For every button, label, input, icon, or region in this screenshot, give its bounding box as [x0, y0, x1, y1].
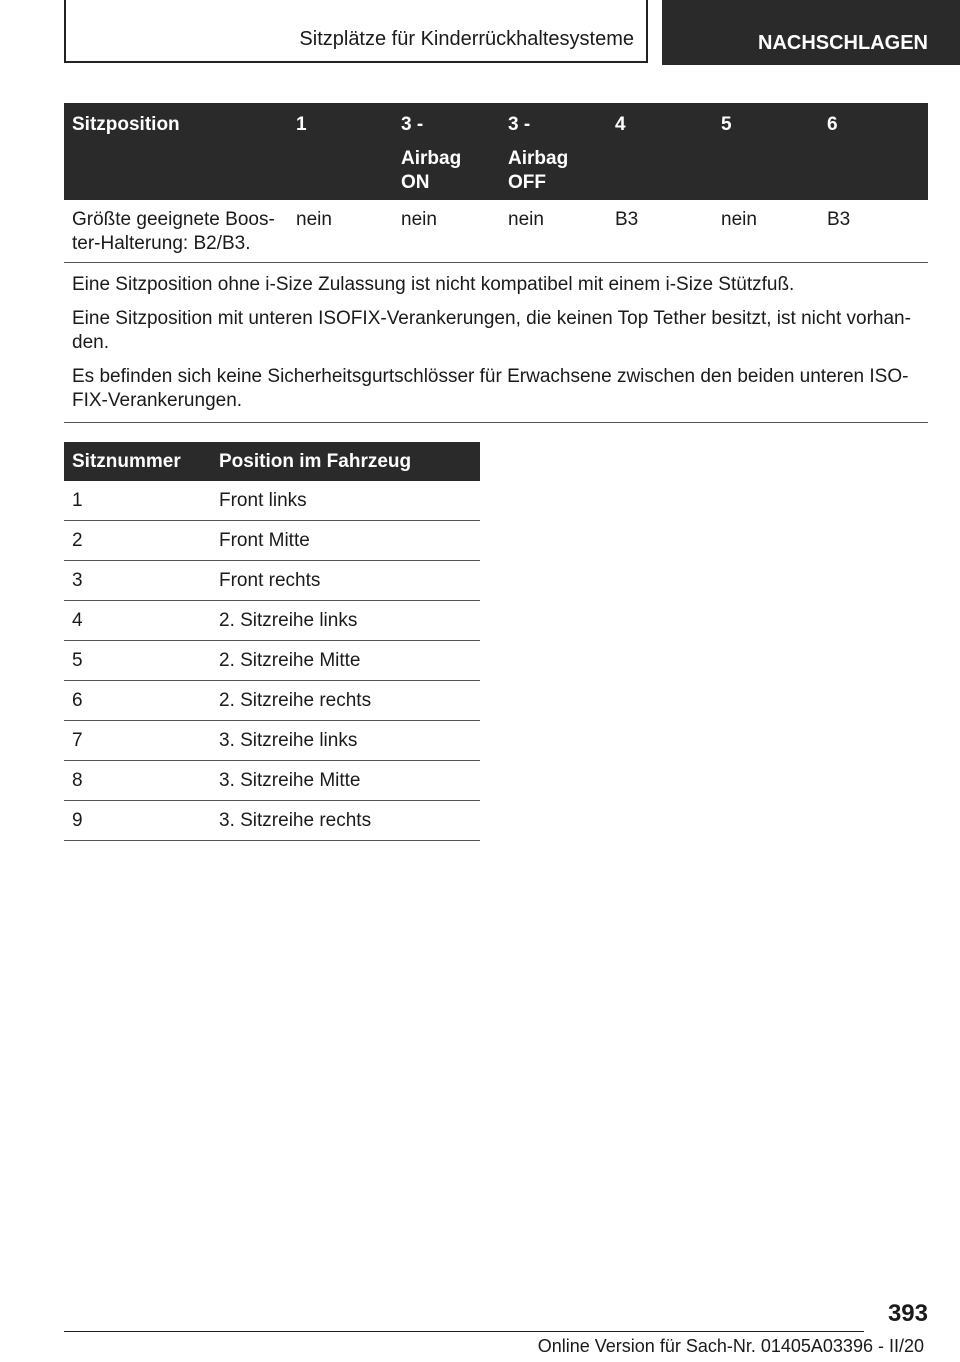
seat-location: 2. Sitzreihe rechts — [219, 689, 372, 711]
seat-location: 2. Sitzreihe links — [219, 609, 358, 631]
header-cell: 5 — [721, 114, 732, 135]
seat-location: Front links — [219, 489, 307, 511]
note-text: Eine Sitzposition ohne i-Size Zulassung ist nicht kompatibel mit einem i-Size Stützfuß. — [72, 274, 795, 295]
table-cell: nein — [401, 209, 437, 230]
seat-number: 4 — [72, 609, 83, 631]
seat-location: 3. Sitzreihe links — [219, 729, 358, 751]
seat-location: Front Mitte — [219, 529, 310, 551]
table-row — [64, 801, 480, 841]
table-cell: nein — [508, 209, 544, 230]
table-cell: Größte geeignete Boos-ter-Halterung: B2/B3. — [72, 209, 275, 254]
seat-number: 8 — [72, 769, 83, 791]
header-cell: 1 — [296, 114, 307, 135]
chapter-title: NACHSCHLAGEN — [758, 32, 928, 54]
table-row — [64, 601, 480, 641]
seat-number: 7 — [72, 729, 83, 751]
table-notes — [64, 263, 928, 423]
note-text: Es befinden sich keine Sicherheitsgurtschlösser für Erwachsene zwischen den beiden unteren ISO-FIX-Verankerungen. — [72, 366, 909, 411]
section-title: Sitzplätze für Kinderrückhaltesysteme — [299, 28, 634, 50]
header-cell: Position im Fahrzeug — [219, 450, 412, 472]
header-cell: 3 - Airbag OFF — [508, 114, 569, 193]
seat-number: 5 — [72, 649, 83, 671]
header-cell: Sitzposition — [72, 114, 180, 135]
seat-position-table — [64, 103, 928, 423]
seat-number-table — [64, 442, 480, 841]
seat-position-table-header — [64, 103, 928, 200]
table-cell: B3 — [827, 209, 851, 230]
table-row — [64, 200, 928, 263]
page-number: 393 — [887, 1300, 928, 1327]
table-row — [64, 761, 480, 801]
table-cell: nein — [296, 209, 332, 230]
table-row — [64, 721, 480, 761]
seat-number: 2 — [72, 529, 83, 551]
seat-number: 1 — [72, 489, 83, 511]
note-text: Eine Sitzposition mit unteren ISOFIX-Verankerungen, die keinen Top Tether besitzt, ist nicht vorhan-den. — [72, 308, 911, 353]
online-version-text: Online Version für Sach-Nr. 01405A03396 - II/20 — [537, 1336, 924, 1356]
seat-number: 6 — [72, 689, 83, 711]
seat-location: 3. Sitzreihe Mitte — [219, 769, 361, 791]
table-row — [64, 681, 480, 721]
seat-number-table-header — [64, 442, 480, 481]
footer-divider — [64, 1331, 864, 1332]
header-cell: 6 — [827, 114, 838, 135]
header-section-box — [64, 0, 648, 63]
table-cell: B3 — [615, 209, 639, 230]
seat-number: 3 — [72, 569, 83, 591]
table-row — [64, 481, 480, 521]
table-row — [64, 521, 480, 561]
table-row — [64, 641, 480, 681]
table-cell: nein — [721, 209, 757, 230]
table-row — [64, 561, 480, 601]
seat-location: 3. Sitzreihe rechts — [219, 809, 372, 831]
seat-number: 9 — [72, 809, 83, 831]
header-cell: 4 — [615, 114, 626, 135]
header-cell: 3 - Airbag ON — [401, 114, 462, 193]
seat-location: Front rechts — [219, 569, 321, 591]
header-cell: Sitznummer — [72, 450, 181, 472]
seat-location: 2. Sitzreihe Mitte — [219, 649, 361, 671]
header-chapter-tab — [662, 0, 960, 65]
